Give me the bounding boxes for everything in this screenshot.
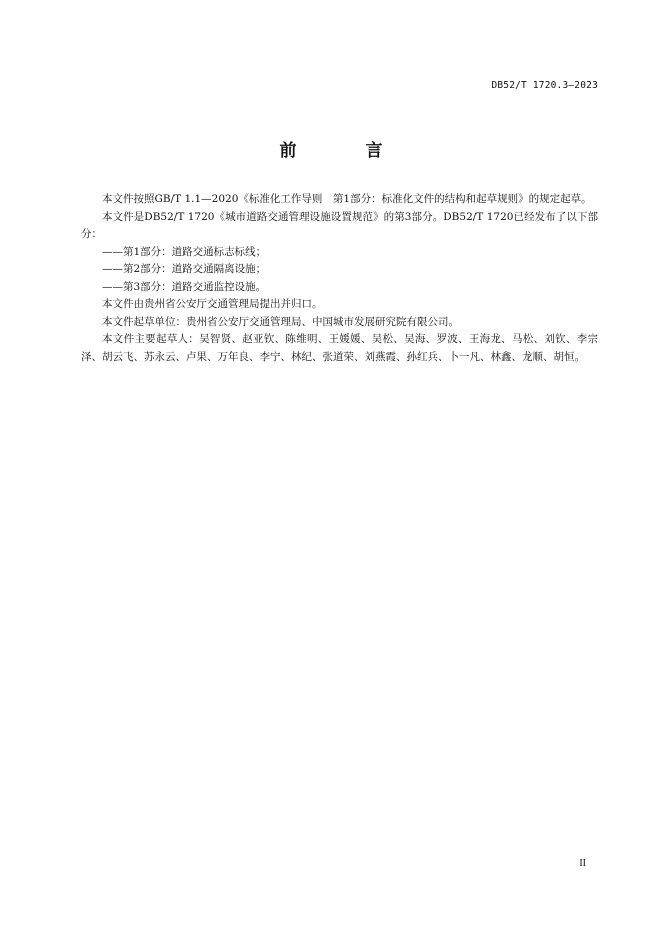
paragraph-drafting-units: 本文件起草单位：贵州省公安厅交通管理局、中国城市发展研究院有限公司。 bbox=[102, 315, 459, 328]
list-item-part-1: ——第1部分：道路交通标志标线； bbox=[102, 245, 267, 258]
paragraph-series-intro: 本文件是DB52/T 1720《城市道路交通管理设施设置规范》的第3部分。DB52/T 1720已经发布了以下部分： bbox=[81, 210, 598, 240]
paragraph-drafters: 本文件主要起草人：吴智贤、赵亚钦、陈维明、王媛媛、吴松、吴海、罗波、王海龙、马松、刘钦、李宗泽、胡云飞、苏永云、卢果、万年良、李宁、林纪、张道荣、刘燕霞、孙红兵、卜一凡、林鑫、龙顺、胡恒。 bbox=[81, 333, 598, 363]
page-number: II bbox=[579, 858, 586, 869]
list-item-part-2: ——第2部分：道路交通隔离设施； bbox=[102, 263, 267, 275]
paragraph-drafting-basis: 本文件按照GB/T 1.1—2020《标准化工作导则 第1部分：标准化文件的结构和起草规则》的规定起草。 bbox=[102, 193, 592, 205]
list-item-part-3: ——第3部分：道路交通监控设施。 bbox=[102, 280, 267, 293]
paragraph-proposer: 本文件由贵州省公安厅交通管理局提出并归口。 bbox=[102, 298, 323, 310]
document-code: DB52/T 1720.3—2023 bbox=[491, 80, 598, 91]
foreword-body bbox=[81, 191, 598, 366]
page-title: 前 言 bbox=[279, 141, 409, 161]
